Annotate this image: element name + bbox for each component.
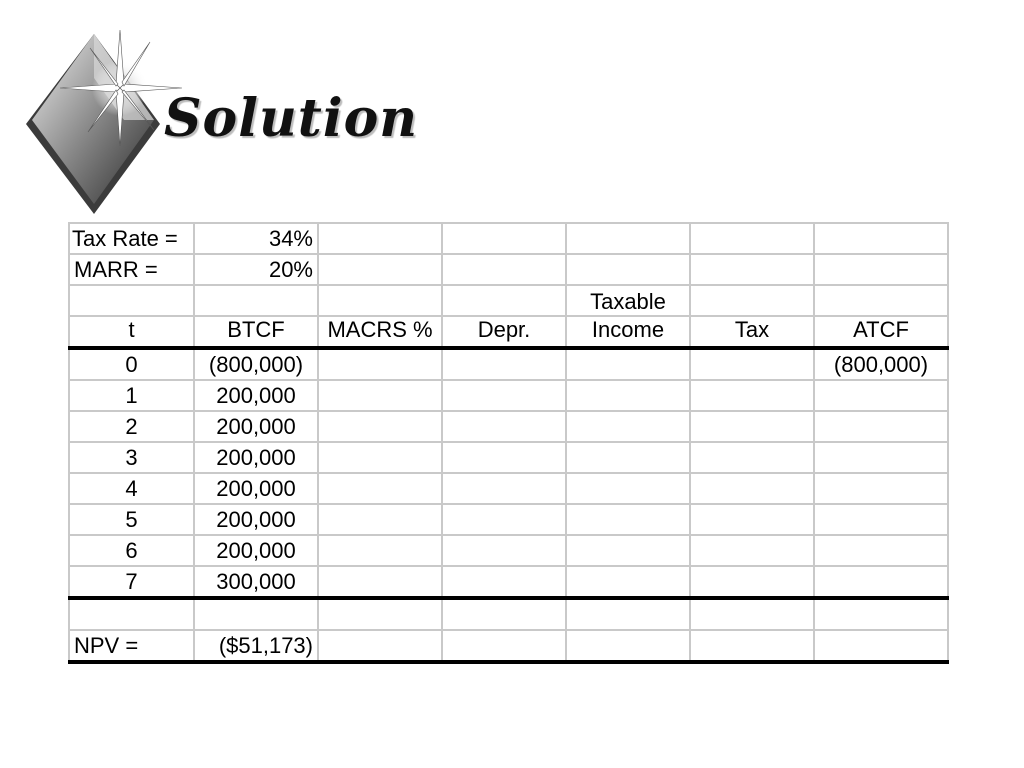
table-row: [69, 473, 948, 504]
header-tax: Tax: [690, 316, 814, 348]
atcf-cell: [814, 535, 948, 566]
marr-row: [69, 254, 948, 285]
btcf-cell: 200,000: [194, 535, 318, 566]
header-cell: [194, 285, 318, 316]
tax-rate-value: 34%: [194, 223, 318, 254]
atcf-cell: [814, 566, 948, 598]
t-cell: 5: [69, 504, 194, 535]
header-cell: [442, 285, 566, 316]
header-macrs: MACRS %: [318, 316, 442, 348]
npv-label: NPV =: [69, 630, 194, 662]
atcf-cell: [814, 411, 948, 442]
table-row: [69, 535, 948, 566]
tax-rate-label: Tax Rate =: [69, 223, 194, 254]
atcf-cell: [814, 504, 948, 535]
blank-row: [69, 598, 948, 630]
header-btcf: BTCF: [194, 316, 318, 348]
cashflow-table: [68, 222, 949, 664]
table-row: [69, 411, 948, 442]
table-row: [69, 380, 948, 411]
npv-value: ($51,173): [194, 630, 318, 662]
page-title: Solution: [164, 88, 419, 149]
header-cell: [814, 285, 948, 316]
t-cell: 0: [69, 348, 194, 380]
header-income: Income: [566, 316, 690, 348]
btcf-cell: 200,000: [194, 473, 318, 504]
marr-value: 20%: [194, 254, 318, 285]
table-row: [69, 504, 948, 535]
npv-row: [69, 630, 948, 662]
table-row: [69, 442, 948, 473]
t-cell: 7: [69, 566, 194, 598]
table-row: [69, 566, 948, 598]
table-row: [69, 348, 948, 380]
atcf-cell: [814, 380, 948, 411]
t-cell: 2: [69, 411, 194, 442]
tax-rate-row: [69, 223, 948, 254]
atcf-spreadsheet: [68, 222, 947, 694]
header-cell-taxable: Taxable: [566, 285, 690, 316]
header-row-2: [69, 316, 948, 348]
header-row-1: [69, 285, 948, 316]
t-cell: 4: [69, 473, 194, 504]
table-header: [69, 285, 948, 348]
btcf-cell: (800,000): [194, 348, 318, 380]
atcf-cell: [814, 473, 948, 504]
header-depr: Depr.: [442, 316, 566, 348]
btcf-cell: 200,000: [194, 380, 318, 411]
header-cell: [690, 285, 814, 316]
header-atcf: ATCF: [814, 316, 948, 348]
atcf-cell: [814, 442, 948, 473]
t-cell: 3: [69, 442, 194, 473]
t-cell: 1: [69, 380, 194, 411]
header-t: t: [69, 316, 194, 348]
btcf-cell: 200,000: [194, 504, 318, 535]
summary-section: [69, 598, 948, 662]
btcf-cell: 200,000: [194, 411, 318, 442]
header-cell: [69, 285, 194, 316]
data-section: [69, 348, 948, 598]
btcf-cell: 300,000: [194, 566, 318, 598]
params-section: [69, 223, 948, 285]
header-cell: [318, 285, 442, 316]
btcf-cell: 200,000: [194, 442, 318, 473]
atcf-cell: (800,000): [814, 348, 948, 380]
t-cell: 6: [69, 535, 194, 566]
marr-label: MARR =: [69, 254, 194, 285]
